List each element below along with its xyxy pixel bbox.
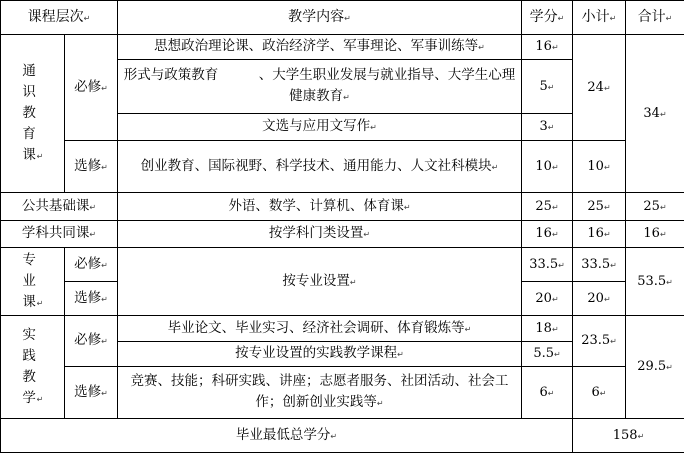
major-required-label: 必修↵ — [65, 248, 118, 282]
general-elective-label: 选修↵ — [65, 141, 118, 193]
category-practice: 实践教学↵ — [1, 316, 65, 419]
public-basic-total: 25↵ — [626, 193, 684, 221]
category-major: 专业课↵ — [1, 248, 65, 316]
practice-required-subtotal: 23.5↵ — [573, 316, 626, 367]
header-level: 课程层次↵ — [1, 1, 118, 35]
table-row — [1, 221, 684, 248]
general-row-3-content: 文选与应用文写作↵ — [118, 114, 522, 141]
general-elective-subtotal: 10↵ — [573, 141, 626, 193]
major-elective-label: 选修↵ — [65, 282, 118, 316]
category-general: 通识教育课↵ — [1, 35, 65, 193]
public-basic-content: 外语、数学、计算机、体育课↵ — [118, 193, 522, 221]
general-required-label: 必修↵ — [65, 35, 118, 141]
practice-required-label: 必修↵ — [65, 316, 118, 367]
footer-label: 毕业最低总学分↵ — [1, 419, 573, 453]
practice-elective-content: 竞赛、技能；科研实践、讲座；志愿者服务、社团活动、社会工作；创新创业实践等↵ — [118, 367, 522, 419]
practice-total: 29.5↵ — [626, 316, 684, 419]
header-total: 合计↵ — [626, 1, 684, 35]
practice-row-1-credits: 18↵ — [522, 316, 573, 342]
practice-row-2-content: 按专业设置的实践教学课程↵ — [118, 342, 522, 367]
practice-elective-label: 选修↵ — [65, 367, 118, 419]
footer-row — [1, 419, 684, 453]
major-content: 按专业设置↵ — [118, 248, 522, 316]
header-subtotal: 小计↵ — [573, 1, 626, 35]
public-basic-subtotal: 25↵ — [573, 193, 626, 221]
major-total: 53.5↵ — [626, 248, 684, 316]
table-row — [1, 141, 684, 193]
general-total: 34↵ — [626, 35, 684, 193]
practice-row-1-content: 毕业论文、毕业实习、经济社会调研、体育锻炼等↵ — [118, 316, 522, 342]
header-credits: 学分↵ — [522, 1, 573, 35]
general-row-2-content: 形式与政策教育 、大学生职业发展与就业指导、大学生心理健康教育↵ — [118, 60, 522, 114]
general-row-3-credits: 3↵ — [522, 114, 573, 141]
general-row-1-credits: 16↵ — [522, 35, 573, 60]
header-content: 教学内容↵ — [118, 1, 522, 35]
general-row-2-credits: 5↵ — [522, 60, 573, 114]
table-row — [1, 193, 684, 221]
practice-row-2-credits: 5.5↵ — [522, 342, 573, 367]
discipline-subtotal: 16↵ — [573, 221, 626, 248]
practice-elective-credits: 6↵ — [522, 367, 573, 419]
major-elective-credits: 20↵ — [522, 282, 573, 316]
major-required-credits: 33.5↵ — [522, 248, 573, 282]
major-elective-subtotal: 20↵ — [573, 282, 626, 316]
general-row-1-content: 思想政治理论课、政治经济学、军事理论、军事训练等↵ — [118, 35, 522, 60]
discipline-credits: 16↵ — [522, 221, 573, 248]
public-basic-credits: 25↵ — [522, 193, 573, 221]
general-elective-credits: 10↵ — [522, 141, 573, 193]
major-required-subtotal: 33.5↵ — [573, 248, 626, 282]
general-elective-content: 创业教育、国际视野、科学技术、通用能力、人文社科模块↵ — [118, 141, 522, 193]
general-required-subtotal: 24↵ — [573, 35, 626, 141]
table-row — [1, 35, 684, 60]
practice-elective-subtotal: 6↵ — [573, 367, 626, 419]
category-discipline: 学科共同课↵ — [1, 221, 118, 248]
footer-value: 158↵ — [573, 419, 684, 453]
table-row — [1, 367, 684, 419]
discipline-total: 16↵ — [626, 221, 684, 248]
table-row — [1, 316, 684, 342]
header-row — [1, 1, 684, 35]
table-row — [1, 248, 684, 282]
category-public-basic: 公共基础课↵ — [1, 193, 118, 221]
discipline-content: 按学科门类设置↵ — [118, 221, 522, 248]
